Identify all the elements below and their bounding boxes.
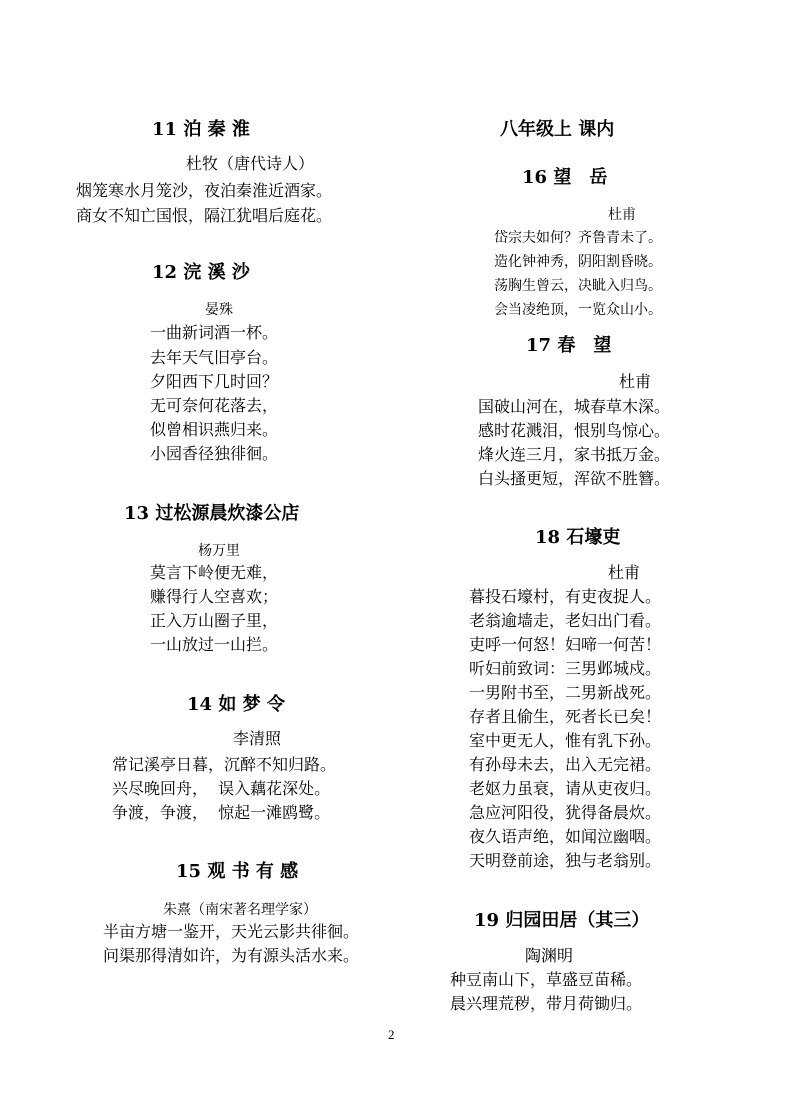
poem-author: 李清照 [233, 729, 282, 748]
poem-line: 会当凌绝顶，一览众山小。 [494, 302, 662, 318]
poem-title: 16 望 岳 [522, 167, 608, 188]
poem-line: 烟笼寒水月笼沙，夜泊秦淮近酒家。 [76, 181, 333, 200]
poem-line: 问渠那得清如许，为有源头活水来。 [103, 946, 360, 965]
poem-line: 存者且偷生，死者长已矣！ [469, 707, 662, 726]
poem-line: 无可奈何花落去， [150, 396, 279, 415]
section-heading: 八年级上 课内 [500, 119, 615, 140]
poem-title: 18 石壕吏 [535, 527, 621, 548]
poem-line: 去年天气旧亭台。 [150, 348, 279, 367]
poem-title: 11 泊 秦 淮 [152, 119, 250, 140]
poem-title: 12 浣 溪 沙 [152, 262, 250, 283]
poem-line: 听妇前致词：三男邺城戍。 [469, 659, 662, 678]
poem-title: 14 如 梦 令 [187, 694, 285, 715]
poem-line: 一曲新词酒一杯。 [150, 323, 279, 342]
poem-title: 19 归园田居（其三） [474, 910, 650, 931]
poem-line: 吏呼一何怒！妇啼一何苦！ [469, 635, 662, 654]
poem-line: 白头搔更短，浑欲不胜簪。 [478, 469, 671, 488]
poem-line: 晨兴理荒秽，带月荷锄归。 [450, 994, 643, 1013]
poem-line: 夕阳西下几时回？ [150, 372, 279, 391]
poem-line: 一男附书至，二男新战死。 [469, 683, 662, 702]
poem-line: 荡胸生曾云，决眦入归鸟。 [494, 278, 662, 294]
poem-line: 造化钟神秀，阴阳割昏晓。 [494, 254, 662, 270]
poem-line: 烽火连三月，家书抵万金。 [478, 445, 671, 464]
poem-author: 杜甫 [608, 207, 636, 223]
poem-line: 老翁逾墙走，老妇出门看。 [469, 611, 662, 630]
poem-author: 杜牧（唐代诗人） [186, 154, 315, 173]
poem-line: 半亩方塘一鉴开，天光云影共徘徊。 [103, 922, 360, 941]
poem-line: 老妪力虽衰，请从吏夜归。 [469, 779, 662, 798]
poem-line: 种豆南山下，草盛豆苗稀。 [450, 970, 643, 989]
poem-title: 15 观 书 有 感 [176, 861, 299, 882]
poem-line: 岱宗夫如何？齐鲁青未了。 [494, 230, 662, 246]
poem-line: 急应河阳役，犹得备晨炊。 [469, 803, 662, 822]
poem-line: 一山放过一山拦。 [150, 635, 279, 654]
poem-line: 有孙母未去，出入无完裙。 [469, 755, 662, 774]
poem-author: 杨万里 [198, 543, 240, 559]
poem-line: 室中更无人，惟有乳下孙。 [469, 731, 662, 750]
left-column [0, 0, 396, 1119]
page-number: 2 [388, 1027, 395, 1042]
poem-line: 国破山河在，城春草木深。 [478, 397, 671, 416]
poem-line: 莫言下岭便无难， [150, 563, 279, 582]
poem-line: 常记溪亭日暮，沉醉不知归路。 [112, 755, 337, 774]
poem-line: 兴尽晚回舟， 误入藕花深处。 [112, 779, 331, 798]
poem-line: 天明登前途，独与老翁别。 [469, 851, 662, 870]
poem-line: 赚得行人空喜欢； [150, 587, 279, 606]
poem-title: 13 过松源晨炊漆公店 [124, 503, 300, 524]
poem-line: 商女不知亡国恨，隔江犹唱后庭花。 [76, 206, 333, 225]
poem-line: 夜久语声绝，如闻泣幽咽。 [469, 827, 662, 846]
right-column [396, 0, 792, 1119]
poem-line: 争渡，争渡， 惊起一滩鸥鹭。 [112, 803, 331, 822]
poem-line: 似曾相识燕归来。 [150, 420, 279, 439]
poem-line: 感时花溅泪，恨别鸟惊心。 [478, 421, 671, 440]
poem-author: 杜甫 [619, 372, 652, 391]
poem-author: 朱熹（南宋著名理学家） [163, 902, 317, 918]
poem-title: 17 春 望 [526, 335, 612, 356]
poem-author: 陶渊明 [525, 946, 574, 965]
poem-line: 暮投石壕村，有吏夜捉人。 [469, 587, 662, 606]
poem-author: 晏殊 [205, 302, 233, 318]
poem-author: 杜甫 [608, 563, 641, 582]
poem-line: 小园香径独徘徊。 [150, 444, 279, 463]
poem-line: 正入万山圈子里， [150, 611, 279, 630]
